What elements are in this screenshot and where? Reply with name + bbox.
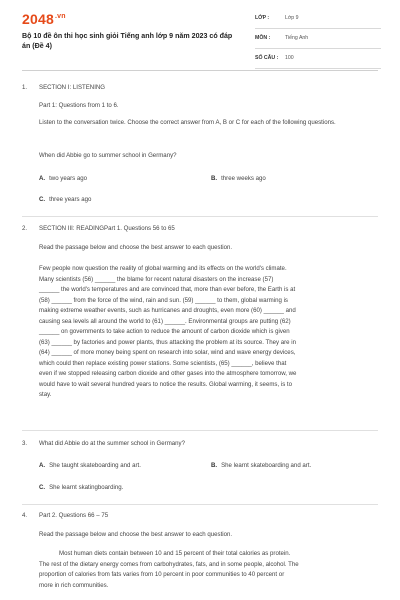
option-text: She learnt skateboarding and art. (221, 462, 312, 469)
option-a[interactable] (39, 462, 141, 469)
passage-line: more in rich communities. (39, 581, 109, 589)
section-title: SECTION I: LISTENING (39, 84, 106, 91)
logo-suffix: .vn (54, 13, 66, 21)
passage-line: even if we stopped releasing carbon dioxide and other gases into the atmosphere tomorrow, we (39, 370, 297, 377)
option-letter: B. (211, 462, 218, 469)
question-number: 3. (22, 440, 28, 447)
meta-row-count (255, 53, 381, 69)
question-number: 2. (22, 225, 28, 232)
option-letter: B. (211, 175, 218, 182)
passage-line: The rest of the dietary energy comes from carbohydrates, fats, and in some people, alcohol. The (39, 560, 299, 568)
passage-line: making extreme weather events, such as hurricanes and droughts, even more (60) ______ and (39, 307, 296, 314)
option-letter: C. (39, 484, 46, 491)
question-number: 4. (22, 512, 28, 519)
option-b[interactable] (211, 175, 266, 182)
passage-line: ______ on governments to take action to reduce the amount of carbon dioxide which is given (39, 328, 290, 335)
passage-line: Few people now question the reality of global warming and its effects on the world's climate. (39, 265, 287, 272)
passage-line: (58) ______ from the force of the wind, rain and sun. (59) ______ to them, global warming is (39, 296, 288, 304)
meta-key: LỚP : (255, 15, 270, 21)
meta-key: SỐ CÂU : (255, 55, 279, 61)
reading-passage (39, 549, 381, 591)
question-number: 1. (22, 84, 28, 91)
section-title: Part 2. Questions 66 – 75 (39, 512, 109, 519)
option-text: three years ago (49, 196, 92, 203)
option-text: She taught skateboarding and art. (49, 462, 141, 469)
option-a[interactable] (39, 175, 87, 182)
passage-line: ______ the world's temperatures and are convinced that, more than ever before, the Earth is at (39, 286, 296, 293)
passage-line: which could then replace existing power stations. Some scientists, (65) ______, believe that (39, 359, 287, 367)
option-letter: A. (39, 462, 46, 469)
option-c[interactable] (39, 484, 123, 491)
meta-row-class (255, 13, 381, 29)
passage-line: Most human diets contain between 10 and 15 percent of their total calories as protein. (59, 550, 291, 557)
meta-row-subject (255, 33, 381, 49)
option-text: three weeks ago (221, 175, 266, 182)
passage-line: causing sea levels all around the world to (61) ______. Environmental groups are putting (62) (39, 317, 291, 325)
option-letter: A. (39, 175, 46, 182)
passage-line: would have to wait several hundred years to notice the results. Global warming, it seems, is to (39, 380, 293, 388)
option-text: She learnt skatingboarding. (49, 484, 124, 491)
question-text: When did Abbie go to summer school in Germany? (39, 152, 177, 159)
instruction: Read the passage below and choose the best answer to each question. (39, 244, 233, 251)
meta-key: MÔN : (255, 35, 271, 41)
question-divider (22, 430, 378, 431)
instruction: Read the passage below and choose the best answer to each question. (39, 531, 233, 538)
option-c[interactable] (39, 196, 91, 203)
passage-line: Many scientists (56) ______ the blame for recent natural disasters on the increase (57) (39, 275, 274, 283)
question-divider (22, 216, 378, 217)
option-b[interactable] (211, 462, 311, 469)
instruction: Listen to the conversation twice. Choose the correct answer from A, B or C for each of the following questions. (39, 119, 336, 126)
passage-line: stay. (39, 391, 52, 398)
question-text: What did Abbie do at the summer school in Germany? (39, 440, 185, 447)
document-header (0, 0, 400, 72)
question-divider (22, 504, 378, 505)
meta-value: 100 (285, 55, 294, 61)
passage-line: (63) ______ by factories and power plants, thus attacking the problem at its source. They are in (39, 338, 296, 346)
site-logo[interactable] (22, 11, 66, 27)
meta-value: Tiếng Anh (285, 35, 309, 41)
reading-passage (39, 264, 381, 401)
meta-table (255, 13, 381, 73)
section-title: SECTION III: READINGPart 1. Questions 56 to 65 (39, 225, 175, 232)
document-title: Bộ 10 đề ôn thi học sinh giỏi Tiếng anh lớp 9 năm 2023 có đáp án (Đề 4) (22, 32, 233, 50)
option-letter: C. (39, 196, 46, 203)
passage-line: (64) ______ of more money being spent on research into solar, wind and wave energy devices, (39, 349, 296, 356)
passage-line: proportion of calories from fats varies from 10 percent in poor communities to 40 percent or (39, 571, 285, 578)
header-divider (22, 70, 378, 71)
logo-text: 2048 (22, 11, 54, 27)
meta-value: Lớp 9 (285, 15, 299, 21)
part-heading: Part 1: Questions from 1 to 6. (39, 102, 119, 109)
option-text: two years ago (49, 175, 88, 182)
